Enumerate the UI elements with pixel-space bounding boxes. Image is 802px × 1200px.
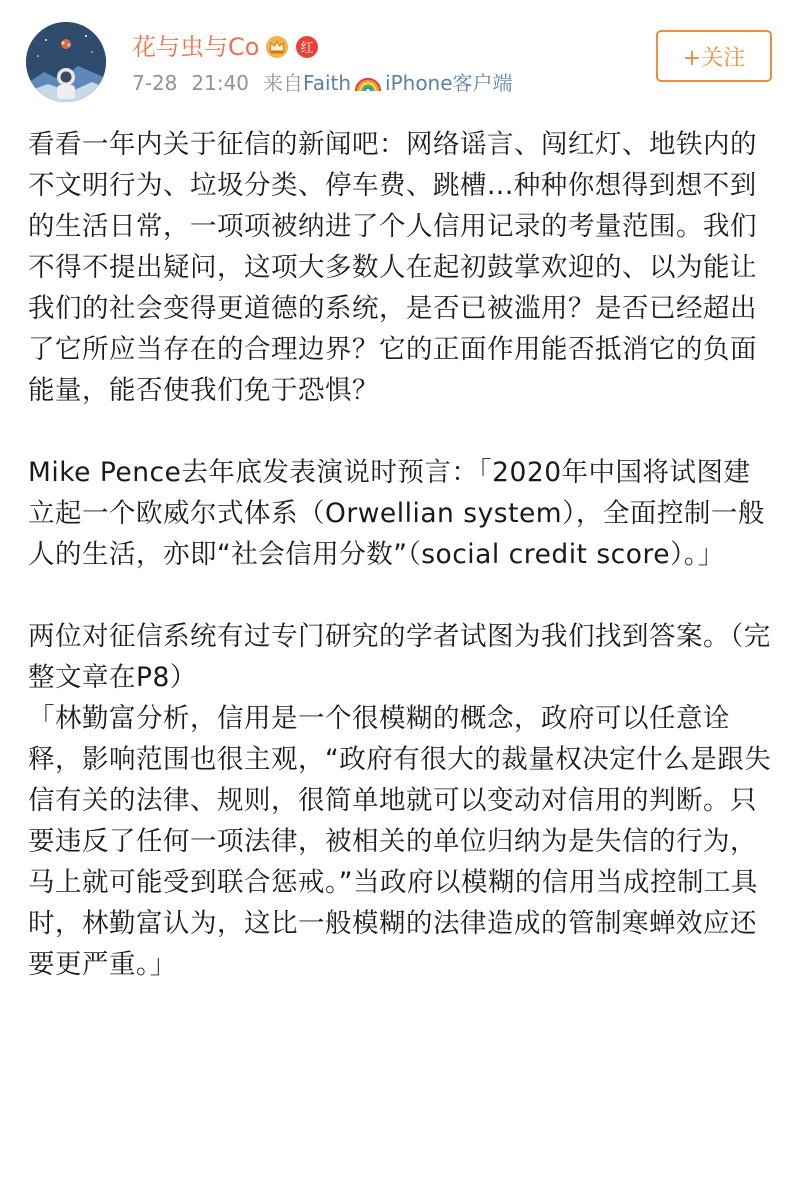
username-row [132,30,319,64]
astronaut-avatar-icon [26,22,106,102]
post-paragraph-1: 看看一年内关于征信的新闻吧：网络谣言、闯红灯、地铁内的不文明行为、垃圾分类、停车费、跳槽...种种你想得到想不到的生活日常，一项项被纳进了个人信用记录的考量范围。我们不得不提出疑问，这项大多数人在起初鼓掌欢迎的、以为能让我们的社会变得更道德的系统，是否已被滥用？是否已经超出了它所应当存在的合理边界？它的正面作用能否抵消它的负面能量，能否使我们免于恐惧？ [28,129,757,406]
post-paragraph-4: 「林勤富分析，信用是一个很模糊的概念，政府可以任意诠释，影响范围也很主观，“政府有很大的裁量权决定什么是跟失信有关的法律、规则，很简单地就可以变动对信用的判断。只要违反了任何一项法律，被相关的单位归纳为是失信的行为，马上就可能受到联合惩戒。”当政府以模糊的信用当成控制工具时，林勤富认为，这比一般模糊的法律造成的管制寒蝉效应还要更严重。」 [28,703,772,980]
rainbow-icon [353,71,383,95]
source-name-2[interactable]: iPhone客户端 [385,71,513,95]
username[interactable]: 花与虫与Co [132,33,260,61]
post-header [0,0,802,115]
red-badge-text: 红 [300,41,314,56]
avatar[interactable] [26,22,106,102]
source-prefix: 来自 [263,71,304,95]
post-meta [132,68,513,98]
post-date: 7-28 [132,71,178,95]
follow-button[interactable]: +关注 [656,30,772,82]
post-time: 21:40 [191,71,250,95]
post-paragraph-3: 两位对征信系统有过专门研究的学者试图为我们找到答案。（完整文章在P8） [28,621,771,693]
post-content [28,124,776,985]
crown-vip-icon[interactable] [265,35,289,59]
red-hong-badge-icon[interactable] [295,35,319,59]
source-name-1[interactable]: Faith [303,71,352,95]
post-paragraph-2: Mike Pence去年底发表演说时预言：「2020年中国将试图建立起一个欧威尔式体系（Orwellian system），全面控制一般人的生活，亦即“社会信用分数”（social credit score）。」 [28,457,765,570]
